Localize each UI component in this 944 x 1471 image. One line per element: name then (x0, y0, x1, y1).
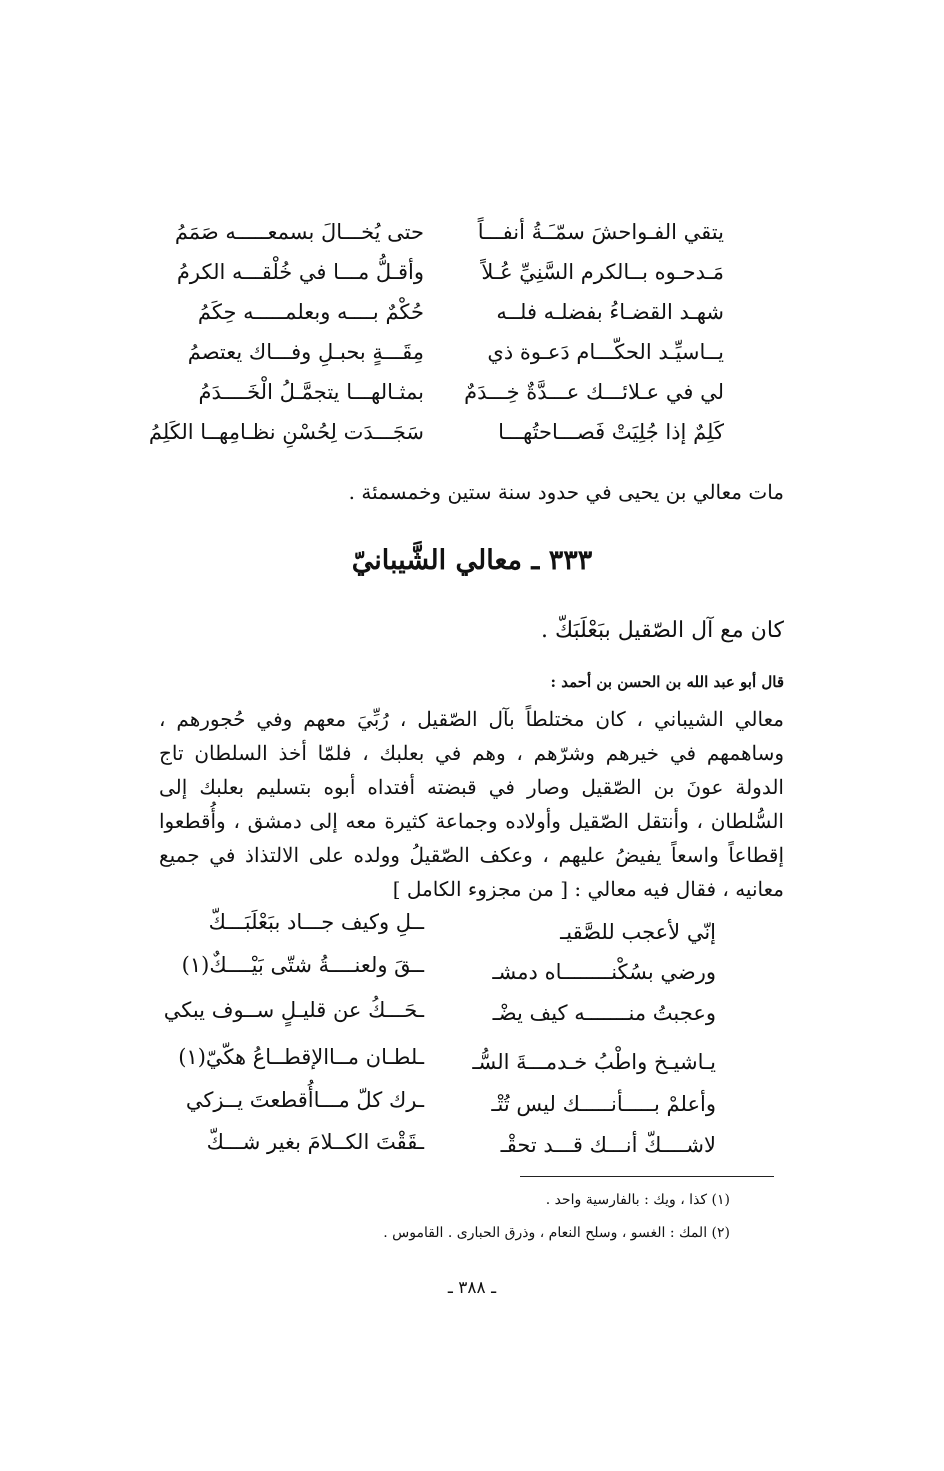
verse-hemistich-right: ورضي بسُكْنــــــــاه دمشـ (492, 960, 716, 984)
verse-hemistich-right: شهـد القضـاءُ بفضلـه فلــه (496, 300, 724, 324)
source-attribution: قال أبو عبد الله بن الحسن بن أحمد : (550, 673, 784, 691)
verse-hemistich-right: كَلِمٌ إذا جُلِيَتْ فَصـــاحتُهـــا (498, 420, 724, 444)
page-number: ـ ٣٨٨ ـ (447, 1278, 497, 1298)
verse-hemistich-right: يــاسيِّـد الحكّـــام دَعـوة ذي (487, 340, 724, 364)
verse-hemistich-left: ـرك كلّ مـــاأُقطعتَ يــزكي (185, 1088, 424, 1112)
verse-hemistich-left: مِقَـــةٍ بحبـلِ وفـــاك يعتصمُ (187, 340, 424, 364)
entry-title: ٣٣٣ ـ معالي الشَّيبانيّ (351, 545, 593, 576)
verse-hemistich-left: بمثـالهـــا يتجمَّـلُ الْخَــــدَمُ (198, 380, 424, 404)
verse-hemistich-left: ــقَ ولعنــــةُ شتّى بَيْــــكٌ(١) (181, 953, 424, 977)
death-note: مات معالي بن يحيى في حدود سنة ستين وخمسمئة . (348, 480, 784, 504)
verse-hemistich-left: حتى يُخـــالَ بسمعـــــه صَمَمُ (174, 220, 424, 244)
verse-hemistich-right: وعجبتُ منـــــــه كيف يضْـ (492, 1001, 716, 1025)
verse-hemistich-right: يـاشيـخ واطْبُ خـدمـــةَ السُّـ (472, 1050, 716, 1074)
footnote-2: (٢) المك : الغسو ، وسلح النعام ، وذرق الحبارى . القاموس . (383, 1225, 730, 1241)
prose-paragraph (159, 702, 784, 906)
prose-text: معالي الشيباني ، كان مختلطاً بآل الصّقيل ، رُبِّيَ معهم وفي حُجورهم ، وساهمهم في خيرهم وشرّهم ، وهم في بعلبك ، فلمّا أخذ السلطان تاج الدولة عونَ بن الصّقيل وصار في قبضته أفتداه أبوه بتسليم بعلبك إلى السُّلطان ، وأنتقل الصّقيل وأولاده وجماعة كثيرة معه إلى دمشق ، وأُقطعوا إقطاعاً واسعاً يفيضُ عليهم ، وعكف الصّقيلُ وولده على الالتذاذ في جميع معانيه ، فقال فيه معالي : [ من مجزوء الكامل ] (159, 707, 784, 901)
verse-hemistich-right: يتقي الفـواحشَ سمّـَـةُ أنفـــاً (477, 220, 724, 244)
verse-hemistich-right: وأعلمْ بـــــأنـــــك ليس تُتْـ (491, 1092, 716, 1116)
verse-hemistich-right: لاشــــكّ أنـــك قـــد تحقْـ (500, 1133, 716, 1157)
verse-hemistich-right: إنّي لأعجب للصَّقيـ (560, 920, 716, 944)
verse-hemistich-left: ـلطـان مــاالإقطــاعُ هكّيّ(١) (178, 1045, 424, 1069)
footnote-divider (520, 1176, 774, 1177)
verse-hemistich-right: مَـدحـوه بــالكرم السَّنِيِّ عُـلاً (481, 260, 724, 284)
footnote-1: (١) كذا ، ويك : بالفارسية واحد . (545, 1192, 730, 1208)
verse-hemistich-left: سَجَـــدَت لِحُسْنِ نظـامِهــا الكَلِمُ (148, 420, 424, 444)
verse-hemistich-left: ــلِ وكيف جـــاد ببَعْلَبَـــكّ (208, 910, 424, 934)
verse-hemistich-left: ـحَـــكُ عن قليـلٍ ســوف يبكي (163, 998, 424, 1022)
verse-hemistich-left: حُكْمٌ بــــه وبعلمـــــه حِكَمُ (197, 300, 424, 324)
entry-intro: كان مع آل الصّقيل ببَعْلَبَكّ . (540, 618, 784, 643)
verse-hemistich-left: وأقـلُّ مـــا في خُلْقـــه الكرمُ (176, 260, 424, 284)
verse-hemistich-right: لي في عـلائـــك عـــدَّةٌ خِـــدَمٌ (464, 380, 724, 404)
verse-hemistich-left: ـقَقْتَ الكــلامَ بغير شـــكّ (206, 1130, 424, 1154)
